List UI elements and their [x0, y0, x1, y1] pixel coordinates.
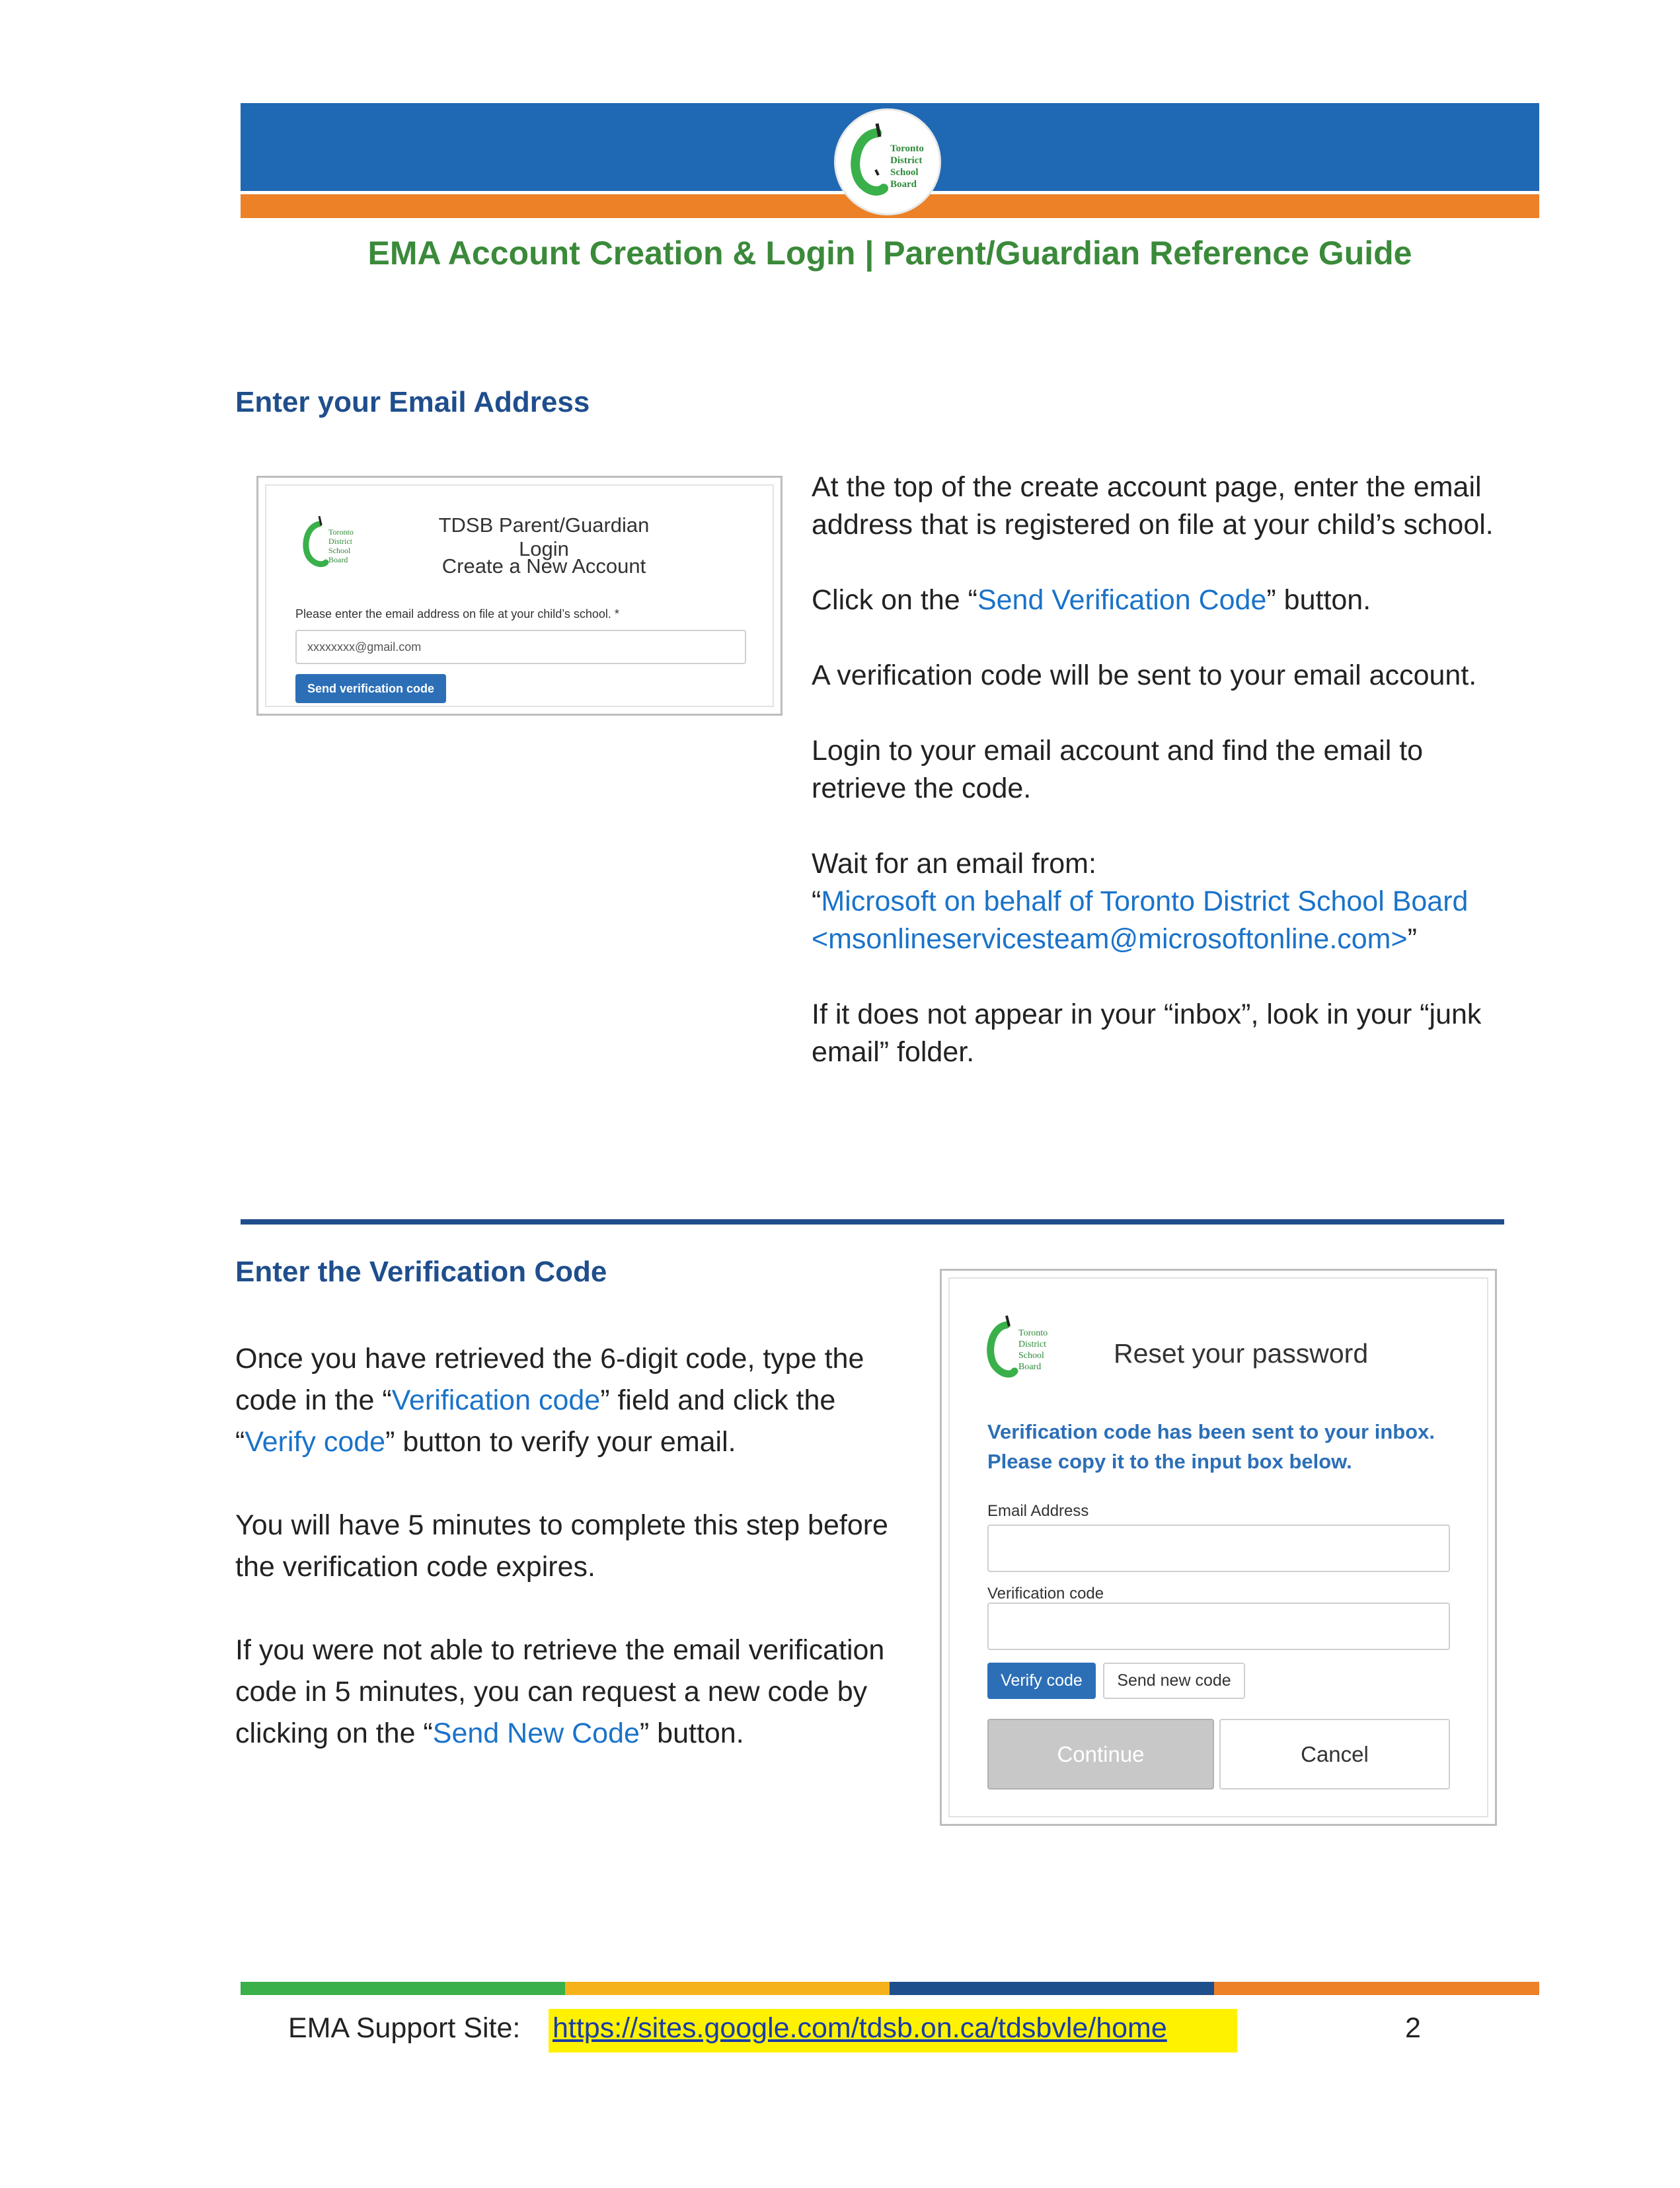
reset-password-screenshot [940, 1269, 1497, 1826]
page-number: 2 [1405, 2012, 1421, 2044]
svg-text:Toronto: Toronto [1018, 1328, 1048, 1338]
support-site-url[interactable]: https://sites.google.com/tdsb.on.ca/tdsbvle/home [553, 2012, 1167, 2044]
document-title: EMA Account Creation & Login | Parent/Guardian Reference Guide [367, 235, 1412, 272]
instruction-paragraph: You will have 5 minutes to complete this step before the verification code expires. [235, 1509, 888, 1583]
section-divider [241, 1219, 1504, 1225]
section2-heading: Enter the Verification Code [235, 1256, 607, 1288]
email-address-label: Email Address [987, 1502, 1089, 1520]
cancel-button[interactable]: Cancel [1219, 1719, 1450, 1790]
continue-button[interactable]: Continue [987, 1719, 1214, 1790]
login-page-title: TDSB Parent/Guardian Login [438, 513, 650, 560]
svg-text:School: School [1018, 1351, 1044, 1361]
svg-text:District: District [1018, 1339, 1046, 1349]
instruction-paragraph: A verification code will be sent to your email account. [812, 660, 1477, 691]
email-field-label: Please enter the email address on file at your child’s school. * [295, 607, 619, 621]
section2-instructions [235, 1338, 916, 1754]
verification-sent-message: Verification code has been sent to your inbox. Please copy it to the input box below. [987, 1420, 1435, 1473]
footer-bar-navy [890, 1982, 1214, 1995]
send-new-code-link: Send New Code [432, 1717, 640, 1749]
email-input[interactable]: xxxxxxxx@gmail.com [295, 630, 746, 664]
svg-text:District: District [328, 537, 352, 546]
svg-text:Board: Board [328, 555, 348, 564]
verification-code-input[interactable] [987, 1603, 1450, 1650]
logo-text-line2: District [890, 155, 923, 166]
send-verification-code-link: Send Verification Code [977, 584, 1267, 616]
footer-bar-yellow [565, 1982, 890, 1995]
footer-bar-green [241, 1982, 565, 1995]
verify-code-button[interactable]: Verify code [987, 1663, 1096, 1699]
instruction-paragraph: Wait for an email from: “Microsoft on behalf of Toronto District School Board <msonlineservicesteam@microsoftonline.com>” [812, 848, 1469, 955]
support-site-link[interactable] [549, 2009, 1237, 2053]
svg-text:Toronto: Toronto [328, 527, 354, 537]
svg-text:School: School [328, 546, 351, 555]
section1-heading: Enter your Email Address [235, 386, 590, 418]
verification-code-link: Verification code [391, 1384, 601, 1416]
tdsb-logo [834, 108, 941, 215]
support-site-label: EMA Support Site: [288, 2012, 521, 2044]
logo-text-line4: Board [890, 179, 917, 190]
reset-password-title: Reset your password [1114, 1338, 1369, 1369]
send-new-code-button[interactable]: Send new code [1103, 1663, 1245, 1699]
send-verification-code-button[interactable]: Send verification code [295, 674, 446, 703]
email-address-input[interactable] [987, 1525, 1450, 1572]
instruction-paragraph: Once you have retrieved the 6-digit code, type the code in the “Verification code” field and click the “Verify code” button to verify your email. [235, 1343, 864, 1458]
instruction-paragraph: If you were not able to retrieve the email verification code in 5 minutes, you can request a new code by clicking on the “Send New Code” button. [235, 1634, 885, 1749]
verify-code-link: Verify code [245, 1426, 386, 1458]
apple-logo-icon [836, 110, 939, 213]
footer-bar-orange [1214, 1982, 1539, 1995]
small-logo-icon [299, 513, 372, 573]
logo-text-line1: Toronto [890, 143, 924, 154]
section1-instructions [812, 469, 1512, 1109]
svg-text:Board: Board [1018, 1362, 1042, 1372]
sender-address: Microsoft on behalf of Toronto District School Board <msonlineservicesteam@microsoftonline.com> [812, 886, 1469, 955]
small-logo-icon [983, 1312, 1069, 1384]
logo-text-line3: School [890, 167, 919, 178]
instruction-paragraph: If it does not appear in your “inbox”, look in your “junk email” folder. [812, 999, 1482, 1068]
verification-code-label: Verification code [987, 1585, 1104, 1603]
instruction-paragraph: At the top of the create account page, enter the email address that is registered on file at your child’s school. [812, 471, 1494, 541]
login-page-subtitle: Create a New Account [441, 554, 646, 578]
instruction-paragraph: Login to your email account and find the email to retrieve the code. [812, 735, 1424, 804]
create-account-screenshot [256, 476, 783, 716]
instruction-paragraph: Click on the “Send Verification Code” button. [812, 584, 1371, 616]
